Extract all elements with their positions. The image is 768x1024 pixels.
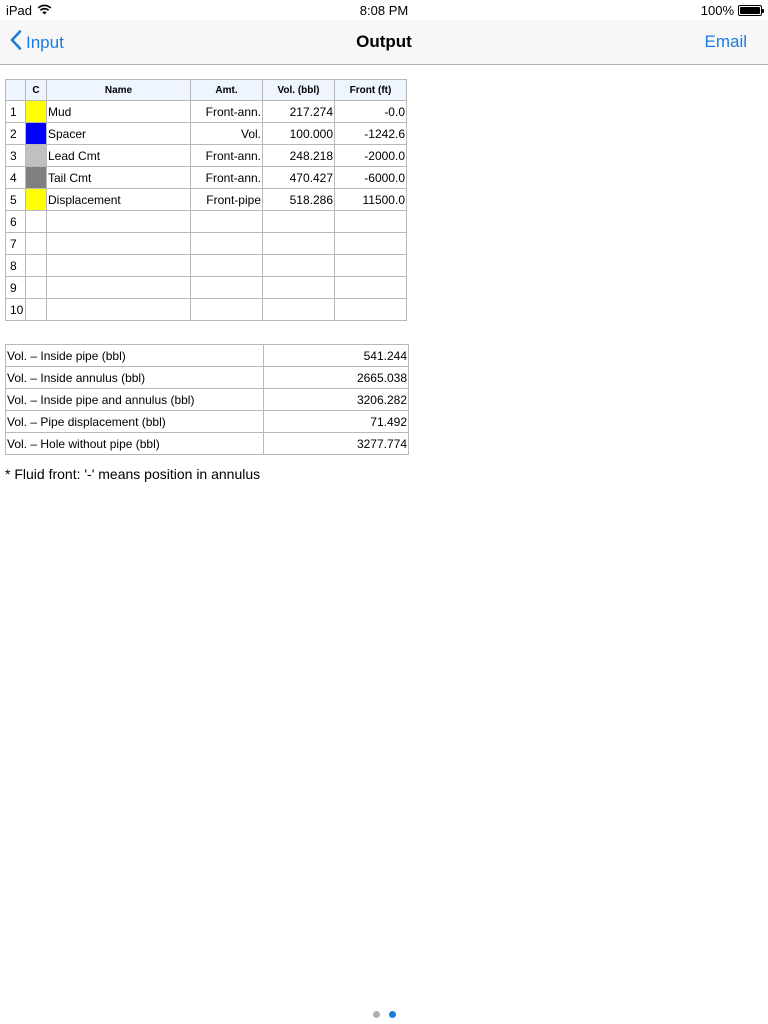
battery-icon bbox=[738, 5, 762, 16]
page-dot-2[interactable] bbox=[389, 1011, 396, 1018]
name-cell[interactable]: Mud bbox=[47, 101, 191, 123]
color-cell[interactable] bbox=[26, 211, 47, 233]
color-swatch bbox=[26, 299, 46, 320]
summary-row bbox=[6, 345, 409, 367]
color-cell[interactable] bbox=[26, 167, 47, 189]
summary-value: 2665.038 bbox=[264, 367, 409, 389]
volume-cell[interactable]: 518.286 bbox=[263, 189, 335, 211]
table-row[interactable] bbox=[6, 299, 407, 321]
header-color: C bbox=[26, 80, 47, 101]
header-amount: Amt. bbox=[191, 80, 263, 101]
summary-value: 3277.774 bbox=[264, 433, 409, 455]
header-front: Front (ft) bbox=[335, 80, 407, 101]
header-name: Name bbox=[47, 80, 191, 101]
summary-label: Vol. – Inside annulus (bbl) bbox=[6, 367, 264, 389]
volume-cell[interactable]: 248.218 bbox=[263, 145, 335, 167]
table-row[interactable] bbox=[6, 233, 407, 255]
color-cell[interactable] bbox=[26, 277, 47, 299]
row-number: 5 bbox=[6, 189, 26, 211]
front-cell[interactable]: -0.0 bbox=[335, 101, 407, 123]
row-number: 4 bbox=[6, 167, 26, 189]
back-button-label: Input bbox=[26, 32, 64, 52]
amount-cell[interactable] bbox=[191, 233, 263, 255]
color-swatch bbox=[26, 211, 46, 232]
name-cell[interactable]: Tail Cmt bbox=[47, 167, 191, 189]
volume-cell[interactable] bbox=[263, 277, 335, 299]
row-number: 7 bbox=[6, 233, 26, 255]
amount-cell[interactable] bbox=[191, 211, 263, 233]
volume-cell[interactable] bbox=[263, 299, 335, 321]
front-cell[interactable] bbox=[335, 211, 407, 233]
summary-value: 3206.282 bbox=[264, 389, 409, 411]
color-swatch bbox=[26, 255, 46, 276]
row-number: 10 bbox=[6, 299, 26, 321]
color-swatch bbox=[26, 123, 46, 144]
amount-cell[interactable] bbox=[191, 299, 263, 321]
footnote: * Fluid front: '-' means position in annulus bbox=[5, 466, 261, 482]
table-row[interactable] bbox=[6, 255, 407, 277]
color-swatch bbox=[26, 277, 46, 298]
color-cell[interactable] bbox=[26, 145, 47, 167]
front-cell[interactable] bbox=[335, 299, 407, 321]
front-cell[interactable] bbox=[335, 233, 407, 255]
name-cell[interactable] bbox=[47, 211, 191, 233]
color-cell[interactable] bbox=[26, 189, 47, 211]
table-row[interactable] bbox=[6, 277, 407, 299]
volume-cell[interactable] bbox=[263, 211, 335, 233]
front-cell[interactable] bbox=[335, 277, 407, 299]
name-cell[interactable] bbox=[47, 233, 191, 255]
name-cell[interactable] bbox=[47, 299, 191, 321]
name-cell[interactable]: Lead Cmt bbox=[47, 145, 191, 167]
volume-cell[interactable]: 470.427 bbox=[263, 167, 335, 189]
amount-cell[interactable] bbox=[191, 255, 263, 277]
color-cell[interactable] bbox=[26, 233, 47, 255]
summary-label: Vol. – Inside pipe and annulus (bbl) bbox=[6, 389, 264, 411]
color-swatch bbox=[26, 233, 46, 254]
header-volume: Vol. (bbl) bbox=[263, 80, 335, 101]
summary-row bbox=[6, 433, 409, 455]
front-cell[interactable]: -6000.0 bbox=[335, 167, 407, 189]
volume-cell[interactable] bbox=[263, 233, 335, 255]
device-name: iPad bbox=[6, 3, 33, 18]
front-cell[interactable]: -2000.0 bbox=[335, 145, 407, 167]
email-button[interactable]: Email bbox=[704, 32, 747, 51]
row-number: 9 bbox=[6, 277, 26, 299]
fluid-table bbox=[5, 79, 407, 321]
table-row[interactable] bbox=[6, 123, 407, 145]
status-right bbox=[701, 3, 762, 18]
table-row[interactable] bbox=[6, 189, 407, 211]
header-corner bbox=[6, 80, 26, 101]
volume-cell[interactable]: 217.274 bbox=[263, 101, 335, 123]
name-cell[interactable] bbox=[47, 277, 191, 299]
color-cell[interactable] bbox=[26, 101, 47, 123]
summary-label: Vol. – Hole without pipe (bbl) bbox=[6, 433, 264, 455]
front-cell[interactable]: -1242.6 bbox=[335, 123, 407, 145]
status-time: 8:08 PM bbox=[359, 3, 409, 18]
row-number: 6 bbox=[6, 211, 26, 233]
summary-table bbox=[5, 344, 409, 455]
table-row[interactable] bbox=[6, 211, 407, 233]
page-control[interactable] bbox=[0, 1011, 768, 1018]
name-cell[interactable] bbox=[47, 255, 191, 277]
row-number: 3 bbox=[6, 145, 26, 167]
color-cell[interactable] bbox=[26, 123, 47, 145]
summary-row bbox=[6, 389, 409, 411]
name-cell[interactable]: Displacement bbox=[47, 189, 191, 211]
name-cell[interactable]: Spacer bbox=[47, 123, 191, 145]
front-cell[interactable]: 11500.0 bbox=[335, 189, 407, 211]
page-title: Output bbox=[356, 32, 412, 51]
navigation-bar bbox=[0, 20, 768, 65]
amount-cell[interactable]: Front-ann. bbox=[191, 101, 263, 123]
summary-label: Vol. – Inside pipe (bbl) bbox=[6, 345, 264, 367]
battery-percent: 100% bbox=[700, 3, 734, 18]
volume-cell[interactable] bbox=[263, 255, 335, 277]
table-row[interactable] bbox=[6, 101, 407, 123]
amount-cell[interactable]: Front-pipe bbox=[191, 189, 263, 211]
row-number: 8 bbox=[6, 255, 26, 277]
summary-label: Vol. – Pipe displacement (bbl) bbox=[6, 411, 264, 433]
amount-cell[interactable]: Front-ann. bbox=[191, 167, 263, 189]
summary-row bbox=[6, 411, 409, 433]
front-cell[interactable] bbox=[335, 255, 407, 277]
fluid-table-header bbox=[6, 80, 407, 101]
summary-row bbox=[6, 367, 409, 389]
summary-value: 71.492 bbox=[264, 411, 409, 433]
amount-cell[interactable]: Front-ann. bbox=[191, 145, 263, 167]
volume-cell[interactable]: 100.000 bbox=[263, 123, 335, 145]
table-row[interactable] bbox=[6, 145, 407, 167]
color-cell[interactable] bbox=[26, 299, 47, 321]
color-swatch bbox=[26, 145, 46, 166]
table-row[interactable] bbox=[6, 167, 407, 189]
row-number: 2 bbox=[6, 123, 26, 145]
amount-cell[interactable] bbox=[191, 277, 263, 299]
color-cell[interactable] bbox=[26, 255, 47, 277]
row-number: 1 bbox=[6, 101, 26, 123]
color-swatch bbox=[26, 189, 46, 210]
color-swatch bbox=[26, 101, 46, 122]
amount-cell[interactable]: Vol. bbox=[191, 123, 263, 145]
page-dot-1[interactable] bbox=[373, 1011, 380, 1018]
summary-value: 541.244 bbox=[264, 345, 409, 367]
color-swatch bbox=[26, 167, 46, 188]
status-bar bbox=[0, 0, 768, 22]
